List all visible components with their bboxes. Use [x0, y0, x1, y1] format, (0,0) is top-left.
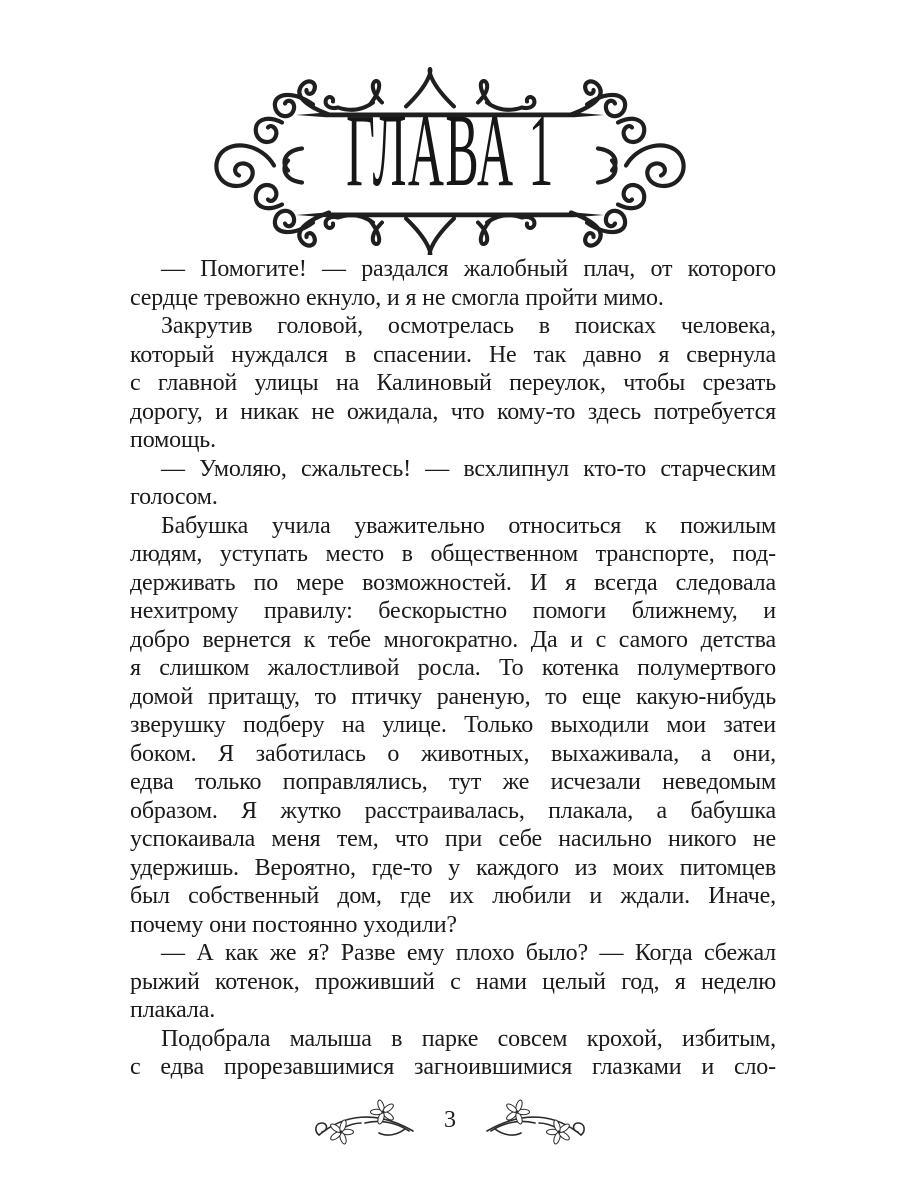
text-line: людям, уступать место в общественном транспорте, под-	[130, 541, 776, 567]
body-text	[130, 255, 776, 1082]
chapter-ornament	[210, 60, 690, 255]
text-line: боком. Я заботилась о животных, выхаживала, а они,	[130, 740, 776, 767]
text-line: Бабушка учила уважительно относиться к пожилым	[161, 512, 776, 539]
text-line: с главной улицы на Калиновый переулок, чтобы срезать	[130, 370, 776, 396]
text-line: — Помогите! — раздался жалобный плач, от которого	[161, 256, 776, 282]
text-line: добро вернется к тебе многократно. Да и с самого детства	[130, 626, 776, 653]
text-line: я слишком жалостливой росла. То котенка полумертвого	[130, 655, 776, 681]
text-line: сердце тревожно екнуло, и я не смогла пройти мимо.	[130, 284, 664, 311]
text-line: Подобрала малыша в парке совсем крохой, избитым,	[161, 1025, 776, 1052]
text-line: удержишь. Вероятно, где-то у каждого из моих питомцев	[130, 854, 776, 881]
flower-icon	[329, 1119, 353, 1144]
floral-vine-left-icon	[309, 1095, 419, 1145]
text-line: нехитрому правилу: бескорыстно помоги ближнему, и	[130, 598, 776, 624]
text-line: едва только поправлялись, тут же исчезали неведомым	[130, 769, 776, 795]
text-line: Закрутив головой, осмотрелась в поисках человека,	[161, 313, 776, 339]
text-line: плакала.	[130, 997, 216, 1023]
text-line: помощь.	[130, 427, 216, 453]
flourish-frame-icon	[210, 60, 690, 255]
text-line: успокаивала меня тем, что при себе насильно никого не	[130, 826, 776, 852]
flower-icon	[547, 1119, 571, 1144]
text-line: был собственный дом, где их любили и ждали. Иначе,	[130, 883, 776, 909]
text-line: — Умоляю, сжальтесь! — всхлипнул кто-то старческим	[161, 455, 776, 482]
text-line: — А как же я? Разве ему плохо было? — Когда сбежал	[161, 940, 776, 966]
text-line: почему они постоянно уходили?	[130, 911, 457, 938]
text-line: который нуждался в спасении. Не так давно я свернула	[130, 341, 776, 368]
text-line: домой притащу, то птичку раненую, то еще какую-нибудь	[130, 683, 776, 710]
text-line: рыжий котенок, проживший с нами целый год, я неделю	[130, 968, 776, 995]
text-line: зверушку подберу на улице. Только выходили мои затеи	[130, 712, 776, 738]
text-line: голосом.	[130, 484, 218, 510]
page-number: 3	[444, 1107, 456, 1133]
text-line: образом. Я жутко расстраивалась, плакала, а бабушка	[130, 797, 776, 824]
text-line: дорогу, и никак не ожидала, что кому-то здесь потребуется	[130, 398, 776, 425]
text-line: с едва прорезавшимися загноившимися глазками и сло-	[130, 1054, 776, 1080]
text-line: держивать по мере возможностей. И я всегда следовала	[130, 569, 776, 596]
floral-vine-right-icon	[481, 1095, 591, 1145]
page-footer	[0, 1092, 900, 1148]
chapter-title-text: ГЛАВА 1	[345, 93, 555, 208]
